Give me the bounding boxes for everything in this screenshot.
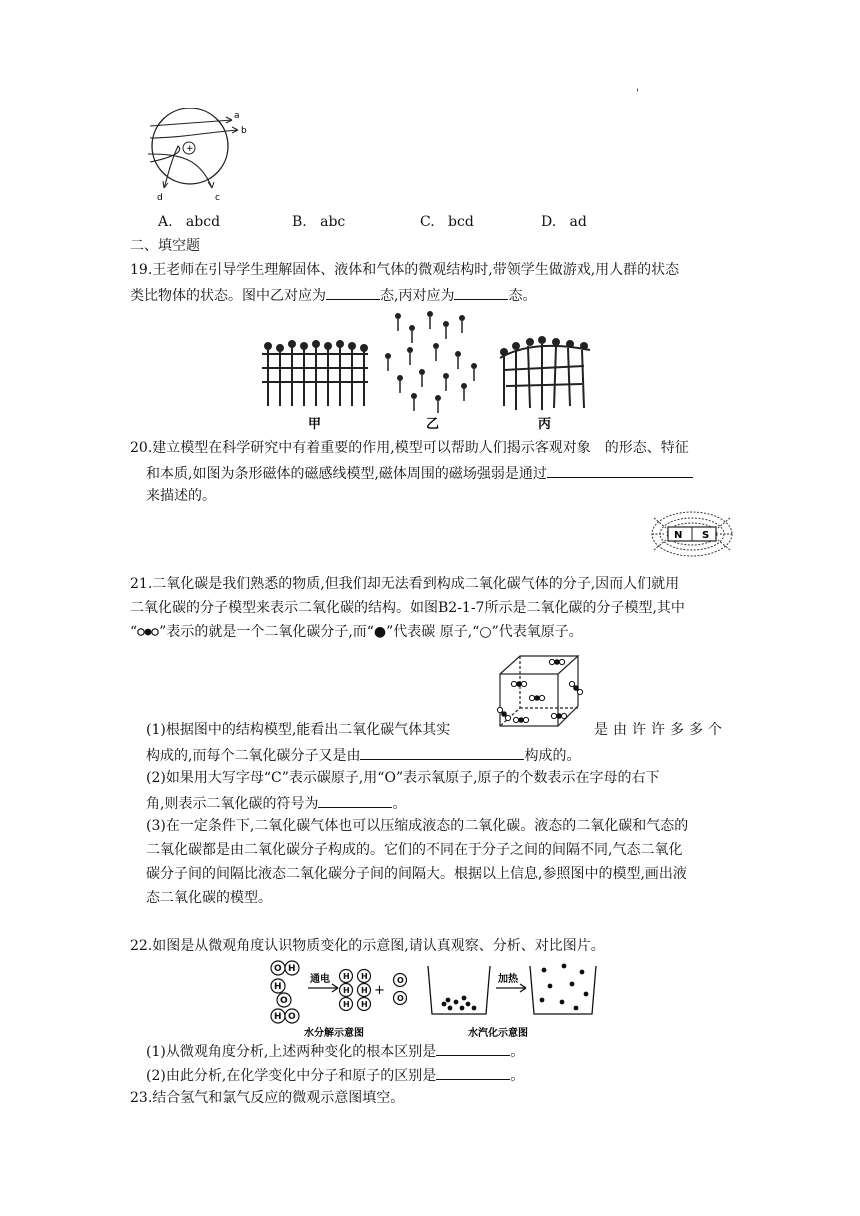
q21-part3-line1: (3)在一定条件下,二氧化碳气体也可以压缩成液态的二氧化碳。液态的二氧化碳和气态的 (146, 818, 689, 834)
q22-figure (264, 956, 598, 1040)
q22-beaker-right (530, 966, 596, 1014)
q19-gas-group (385, 311, 477, 401)
q21-cube-figure (492, 650, 588, 734)
q19-blank-1[interactable] (326, 284, 380, 300)
svg-text:O: O (274, 964, 282, 974)
q18-label-b: b (241, 126, 247, 136)
q22-part1: (1)从微观角度分析,上述两种变化的根本区别是 。 (146, 1040, 524, 1062)
svg-text:O: O (397, 994, 404, 1003)
stray-mark: ' (636, 88, 639, 99)
q21-part1-line2: 构成的,而每个二氧化碳分子又是由 构成的。 (146, 744, 580, 766)
svg-text:H: H (361, 986, 368, 995)
q22-caption1: 水分解示意图 (304, 1028, 364, 1039)
q18-trajectory-figure (140, 108, 270, 208)
q19-label-bing: 丙 (538, 417, 552, 432)
q21-line2: 二氧化碳的分子模型来表示二氧化碳的结构。如图B2-1-7所示是二氧化碳的分子模型,其中 (130, 600, 685, 616)
svg-text:H: H (343, 972, 350, 981)
svg-text:H: H (361, 972, 368, 981)
q18-label-a: a (234, 111, 240, 121)
q22-blank-1[interactable] (436, 1040, 510, 1056)
q21-blank-2[interactable] (318, 792, 392, 808)
svg-text:H: H (274, 1012, 282, 1022)
q21-cube-molecules (497, 659, 582, 723)
q19-blank-2[interactable] (454, 284, 508, 300)
svg-text:O: O (280, 996, 288, 1006)
q18-label-c: c (215, 193, 220, 203)
svg-text:O: O (397, 976, 404, 985)
q21-part2-line2: 角,则表示二氧化碳的符号为 。 (146, 792, 406, 814)
q21-part3-line2: 二氧化碳都是由二氧化碳分子构成的。它们的不同在于分子之间的间隔不同,气态二氧化 (146, 842, 683, 858)
q22-arrow2 (496, 984, 526, 992)
svg-text:O: O (288, 1012, 296, 1022)
q22-part2: (2)由此分析,在化学变化中分子和原子的区别是 。 (146, 1064, 524, 1086)
co2-molecule-icon (137, 627, 159, 637)
q22-arrow2-label: 加热 (498, 974, 518, 985)
q18-path-b (150, 130, 238, 138)
q18-option-a: A. abcd (158, 214, 221, 230)
q22-arrow1 (308, 984, 338, 992)
q20-blank[interactable] (547, 462, 693, 478)
q21-part3-line3: 碳分子间的间隔比液态二氧化碳分子间的间隔大。根据以上信息,参照图中的模型,画出液 (146, 866, 687, 882)
q18-option-c: C. bcd (420, 214, 474, 230)
svg-text:H: H (288, 964, 296, 974)
svg-text:H: H (274, 982, 282, 992)
section-title: 二、填空题 (130, 238, 200, 254)
q19-solid-group (262, 341, 368, 406)
q19-line2: 类比物体的状态。图中乙对应为 态,丙对应为 态。 (130, 284, 536, 306)
q21-line3: “ ”表示的就是一个二氧化碳分子,而“●”代表碳 原子,“○”代表氧原子。 (130, 624, 583, 640)
svg-text:H: H (343, 1000, 350, 1009)
q18-option-b: B. abc (292, 214, 346, 230)
q19-label-yi: 乙 (426, 417, 440, 432)
svg-text:H: H (343, 986, 350, 995)
q22-line1: 22.如图是从微观角度认识物质变化的示意图,请认真观察、分析、对比图片。 (130, 938, 605, 954)
q21-part1-tail: 是由许许多多个 (594, 722, 727, 738)
q22-caption2: 水汽化示意图 (468, 1028, 528, 1039)
q22-vapor-molecules (540, 964, 589, 1011)
q21-part1-line1: (1)根据图中的结构模型,能看出二氧化碳气体其实 (146, 722, 451, 738)
svg-text:+: + (186, 144, 194, 154)
q22-blank-2[interactable] (436, 1064, 510, 1080)
svg-text:H: H (361, 1000, 368, 1009)
q21-part2-line1: (2)如果用大写字母“C”表示碳原子,用“O”表示氧原子,原子的个数表示在字母的右下 (146, 770, 660, 786)
q23-line1: 23.结合氢气和氯气反应的微观示意图填空。 (130, 1090, 405, 1106)
q21-line1: 21.二氧化碳是我们熟悉的物质,但我们却无法看到构成二氧化碳气体的分子,因而人们就用 (130, 576, 680, 592)
q18-option-d: D. ad (541, 214, 587, 230)
q20-line2: 和本质,如图为条形磁体的磁感线模型,磁体周围的磁场强弱是通过 (146, 462, 693, 484)
q19-line1: 19.王老师在引导学生理解固体、液体和气体的微观结构时,带领学生做游戏,用人群的状态 (130, 262, 680, 278)
q22-plus: + (374, 983, 385, 998)
q18-label-d: d (157, 193, 163, 203)
q19-crowd-figure (250, 306, 610, 434)
q21-part3-line4: 态二氧化碳的模型。 (146, 890, 272, 906)
q20-line3: 来描述的。 (146, 488, 216, 504)
q20-label-s: S (702, 530, 710, 541)
q20-label-n: N (674, 530, 683, 541)
q19-liquid-group (500, 337, 590, 410)
q19-label-jia: 甲 (308, 417, 322, 432)
q20-line1: 20.建立模型在科学研究中有着重要的作用,模型可以帮助人们揭示客观对象 的形态、特征 (130, 440, 689, 456)
q22-arrow1-label: 通电 (310, 974, 330, 985)
q22-liquid-molecules (442, 996, 477, 1011)
q21-blank-1[interactable] (360, 744, 524, 760)
q22-water-molecules (271, 961, 299, 1023)
q22-beaker-left (428, 966, 490, 1014)
q20-magnet-figure (650, 508, 734, 560)
